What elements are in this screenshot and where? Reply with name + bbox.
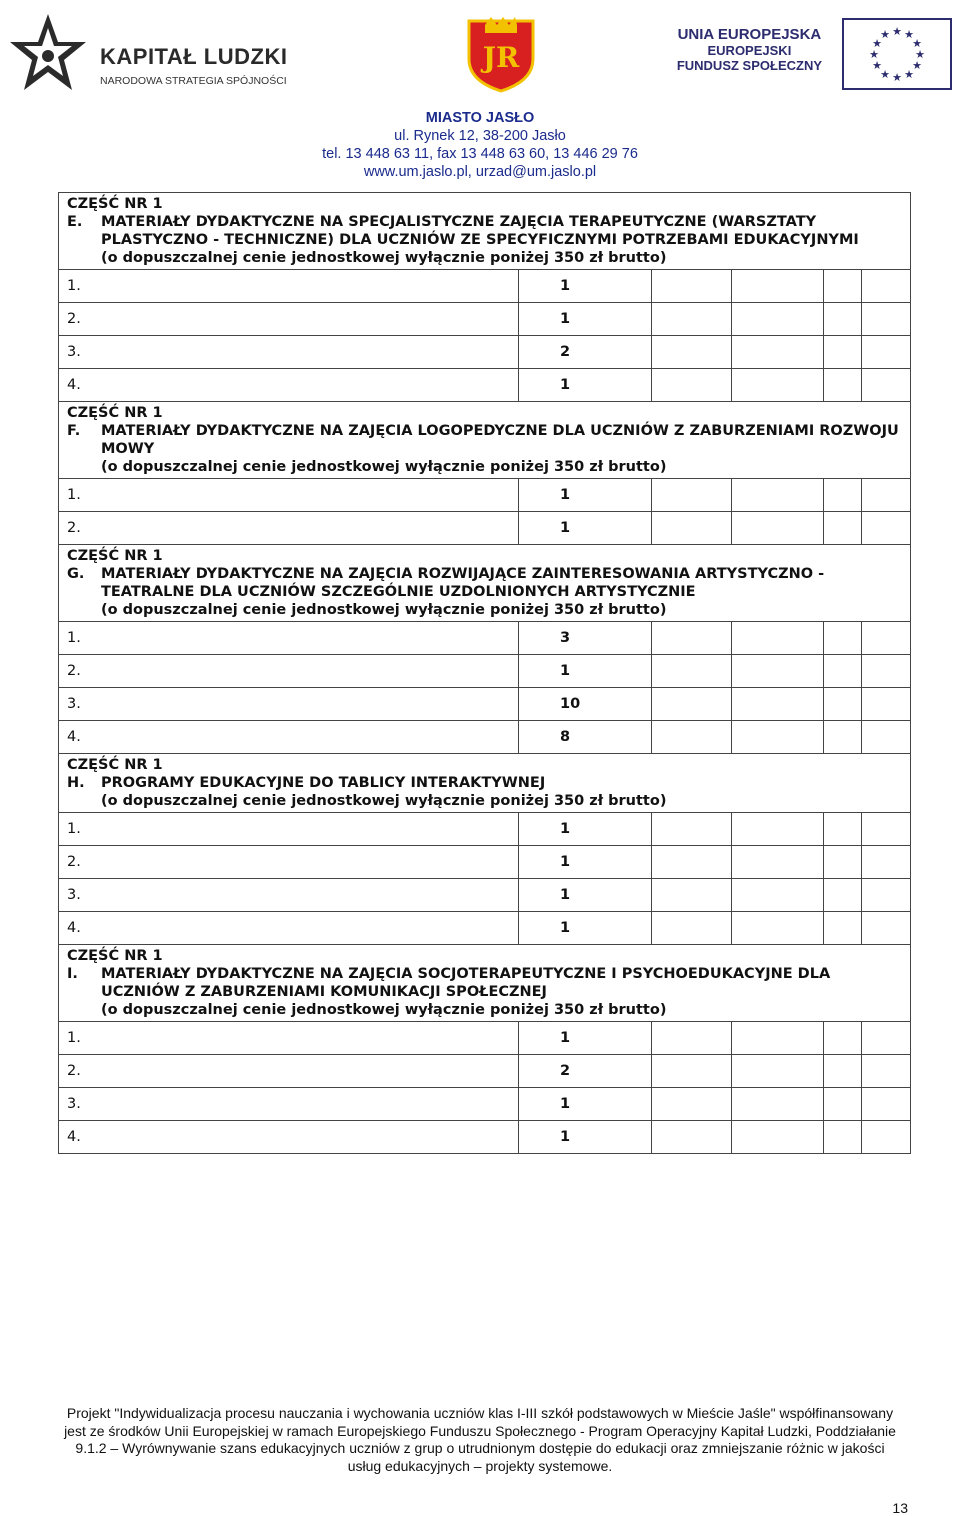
row-number: 1. [67, 278, 81, 294]
eu-flag-icon [842, 18, 952, 90]
section-heading [67, 422, 904, 458]
empty-cell [862, 846, 910, 878]
part-label: CZĘŚĆ NR 1 [67, 548, 163, 564]
empty-cell [824, 479, 862, 511]
empty-cell [824, 369, 862, 401]
quantity-cell: 1 [519, 1121, 652, 1153]
footer-line-2: jest ze środków Unii Europejskiej w ramach Europejskiego Funduszu Społecznego - Program Operacyjny Kapitał Ludzki, Poddziałanie [64, 1422, 896, 1439]
section-letter: G. [67, 566, 85, 582]
empty-cell [652, 270, 732, 302]
empty-cell [732, 303, 824, 335]
empty-cell [824, 512, 862, 544]
svg-text:★: ★ [904, 68, 914, 81]
quantity-cell: 1 [519, 879, 652, 911]
empty-cell [862, 1055, 910, 1087]
empty-cell [824, 846, 862, 878]
row-number: 2. [67, 520, 81, 536]
svg-text:★: ★ [872, 59, 882, 72]
footer-line-1: Projekt "Indywidualizacja procesu nauczania i wychowania uczniów klas I-III szkół podstawowych w Mieście Jaśle" współfinansowany [66, 1405, 894, 1421]
empty-cell [732, 912, 824, 944]
empty-cell [732, 846, 824, 878]
item-description-cell [99, 270, 519, 302]
item-description-cell [99, 1022, 519, 1054]
empty-cell [862, 721, 910, 753]
section-title: MATERIAŁY DYDAKTYCZNE NA SPECJALISTYCZNE ZAJĘCIA TERAPEUTYCZNE (WARSZTATY PLASTYCZNO - TECHNICZNE) DLA UCZNIÓW ZE SPECYFICZNYMI POTRZEBAMI EDUKACYJNYMI [101, 214, 859, 248]
table-row [59, 1088, 910, 1121]
empty-cell [824, 655, 862, 687]
empty-cell [862, 622, 910, 654]
svg-text:★: ★ [912, 37, 922, 50]
eu-efs-logo [676, 18, 952, 94]
quantity-cell: 1 [519, 479, 652, 511]
quantity-cell: 1 [519, 270, 652, 302]
table-row [59, 369, 910, 402]
empty-cell [732, 369, 824, 401]
empty-cell [824, 912, 862, 944]
eu-text [677, 26, 822, 73]
quantity-cell: 1 [519, 369, 652, 401]
table-row [59, 622, 910, 655]
section-letter: H. [67, 775, 85, 791]
eu-line1: UNIA EUROPEJSKA [677, 26, 822, 43]
item-description-cell [99, 336, 519, 368]
empty-cell [652, 369, 732, 401]
empty-cell [732, 813, 824, 845]
quantity-cell: 1 [519, 1022, 652, 1054]
empty-cell [652, 303, 732, 335]
price-note: (o dopuszczalnej cenie jednostkowej wyłącznie poniżej 350 zł brutto) [101, 793, 667, 809]
empty-cell [652, 879, 732, 911]
item-description-cell [99, 721, 519, 753]
quantity-cell: 8 [519, 721, 652, 753]
empty-cell [824, 688, 862, 720]
item-description-cell [99, 512, 519, 544]
item-description-cell [99, 655, 519, 687]
row-number: 4. [67, 920, 81, 936]
table-row [59, 303, 910, 336]
item-description-cell [99, 622, 519, 654]
item-description-cell [99, 479, 519, 511]
empty-cell [652, 688, 732, 720]
empty-cell [732, 721, 824, 753]
jaslo-coat-of-arms-icon [465, 15, 537, 93]
empty-cell [862, 879, 910, 911]
item-description-cell [99, 1088, 519, 1120]
part-label: CZĘŚĆ NR 1 [67, 757, 163, 773]
phone-numbers: tel. 13 448 63 11, fax 13 448 63 60, 13 446 29 76 [322, 146, 638, 162]
row-number: 3. [67, 1096, 81, 1112]
empty-cell [732, 1088, 824, 1120]
empty-cell [732, 1121, 824, 1153]
project-footer [0, 1405, 960, 1475]
empty-cell [862, 813, 910, 845]
empty-cell [862, 912, 910, 944]
price-note: (o dopuszczalnej cenie jednostkowej wyłącznie poniżej 350 zł brutto) [101, 602, 667, 618]
empty-cell [824, 1088, 862, 1120]
empty-cell [652, 512, 732, 544]
section-heading [67, 965, 904, 1001]
empty-cell [732, 1022, 824, 1054]
empty-cell [732, 479, 824, 511]
quantity-cell: 1 [519, 303, 652, 335]
page-number: 13 [892, 1500, 908, 1516]
table-row [59, 336, 910, 369]
section-letter: E. [67, 214, 83, 230]
price-note: (o dopuszczalnej cenie jednostkowej wyłącznie poniżej 350 zł brutto) [101, 250, 667, 266]
empty-cell [732, 512, 824, 544]
item-description-cell [99, 1055, 519, 1087]
empty-cell [824, 879, 862, 911]
empty-cell [862, 479, 910, 511]
svg-text:★: ★ [869, 48, 879, 61]
footer-line-4: usług edukacyjnych – projekty systemowe. [347, 1457, 613, 1474]
empty-cell [862, 1088, 910, 1120]
section-letter: F. [67, 423, 81, 439]
empty-cell [824, 1121, 862, 1153]
quantity-cell: 1 [519, 846, 652, 878]
row-number: 1. [67, 487, 81, 503]
section-header [59, 545, 910, 622]
row-number: 1. [67, 821, 81, 837]
kapital-ludzki-title: KAPITAŁ LUDZKI [100, 44, 288, 69]
price-note: (o dopuszczalnej cenie jednostkowej wyłącznie poniżej 350 zł brutto) [101, 459, 667, 475]
quantity-cell: 3 [519, 622, 652, 654]
quantity-cell: 10 [519, 688, 652, 720]
svg-text:★: ★ [880, 28, 890, 41]
empty-cell [732, 1055, 824, 1087]
table-row [59, 1121, 910, 1154]
empty-cell [652, 1121, 732, 1153]
empty-cell [652, 1055, 732, 1087]
section-header [59, 402, 910, 479]
row-number: 2. [67, 854, 81, 870]
row-number: 4. [67, 377, 81, 393]
empty-cell [732, 655, 824, 687]
empty-cell [732, 336, 824, 368]
section-heading [67, 213, 904, 249]
empty-cell [652, 813, 732, 845]
item-description-cell [99, 369, 519, 401]
section-title: PROGRAMY EDUKACYJNE DO TABLICY INTERAKTYWNEJ [101, 775, 546, 791]
row-number: 1. [67, 630, 81, 646]
item-description-cell [99, 1121, 519, 1153]
row-number: 2. [67, 1063, 81, 1079]
part-label: CZĘŚĆ NR 1 [67, 196, 163, 212]
section-letter: I. [67, 966, 78, 982]
svg-text:★: ★ [912, 59, 922, 72]
empty-cell [652, 912, 732, 944]
empty-cell [652, 479, 732, 511]
empty-cell [732, 688, 824, 720]
empty-cell [652, 846, 732, 878]
svg-text:★: ★ [904, 28, 914, 41]
table-row [59, 479, 910, 512]
row-number: 3. [67, 696, 81, 712]
table-row [59, 1055, 910, 1088]
quantity-cell: 2 [519, 1055, 652, 1087]
empty-cell [732, 270, 824, 302]
section-header [59, 945, 910, 1022]
quantity-cell: 1 [519, 1088, 652, 1120]
item-description-cell [99, 688, 519, 720]
section-heading [67, 565, 904, 601]
empty-cell [862, 512, 910, 544]
materials-table [58, 192, 911, 1154]
empty-cell [862, 270, 910, 302]
quantity-cell: 1 [519, 813, 652, 845]
table-row [59, 846, 910, 879]
svg-text:★: ★ [892, 71, 902, 84]
svg-text:★: ★ [892, 25, 902, 38]
table-row [59, 655, 910, 688]
empty-cell [652, 336, 732, 368]
section-header [59, 754, 910, 813]
item-description-cell [99, 879, 519, 911]
empty-cell [732, 879, 824, 911]
city-name: MIASTO JASŁO [425, 110, 535, 126]
row-number: 3. [67, 344, 81, 360]
kapital-ludzki-logo [10, 12, 290, 98]
empty-cell [824, 1022, 862, 1054]
empty-cell [824, 336, 862, 368]
table-row [59, 879, 910, 912]
row-number: 3. [67, 887, 81, 903]
item-description-cell [99, 846, 519, 878]
table-row [59, 512, 910, 545]
empty-cell [652, 1022, 732, 1054]
item-description-cell [99, 303, 519, 335]
footer-line-3: 9.1.2 – Wyrównywanie szans edukacyjnych uczniów z grup o utrudnionym dostępie do edukacji oraz zmniejszanie różnic w jakości [75, 1440, 885, 1456]
table-row [59, 1022, 910, 1055]
empty-cell [652, 721, 732, 753]
section-heading [67, 774, 904, 792]
eu-line3: FUNDUSZ SPOŁECZNY [676, 58, 822, 73]
empty-cell [824, 721, 862, 753]
quantity-cell: 1 [519, 655, 652, 687]
empty-cell [652, 655, 732, 687]
item-description-cell [99, 813, 519, 845]
empty-cell [824, 622, 862, 654]
web-email: www.um.jaslo.pl, urzad@um.jaslo.pl [363, 164, 597, 180]
part-label: CZĘŚĆ NR 1 [67, 948, 163, 964]
svg-text:★: ★ [872, 37, 882, 50]
row-number: 4. [67, 729, 81, 745]
empty-cell [862, 303, 910, 335]
empty-cell [862, 1022, 910, 1054]
price-note: (o dopuszczalnej cenie jednostkowej wyłącznie poniżej 350 zł brutto) [101, 1002, 667, 1018]
empty-cell [824, 303, 862, 335]
table-row [59, 688, 910, 721]
empty-cell [652, 1088, 732, 1120]
table-row [59, 721, 910, 754]
empty-cell [652, 622, 732, 654]
empty-cell [862, 1121, 910, 1153]
row-number: 2. [67, 311, 81, 327]
section-title: MATERIAŁY DYDAKTYCZNE NA ZAJĘCIA ROZWIJAJĄCE ZAINTERESOWANIA ARTYSTYCZNO - TEATRALNE DLA UCZNIÓW SZCZEGÓLNIE UZDOLNIONYCH ARTYSTYCZNIE [101, 566, 825, 600]
street-address: ul. Rynek 12, 38-200 Jasło [394, 128, 566, 144]
quantity-cell: 1 [519, 512, 652, 544]
section-header [59, 193, 910, 270]
empty-cell [732, 622, 824, 654]
empty-cell [862, 688, 910, 720]
empty-cell [862, 369, 910, 401]
empty-cell [824, 813, 862, 845]
table-row [59, 270, 910, 303]
svg-text:★: ★ [915, 48, 925, 61]
row-number: 1. [67, 1030, 81, 1046]
empty-cell [824, 270, 862, 302]
section-title: MATERIAŁY DYDAKTYCZNE NA ZAJĘCIA SOCJOTERAPEUTYCZNE I PSYCHOEDUKACYJNE DLA UCZNIÓW Z ZABURZENIAMI KOMUNIKACJI SPOŁECZNEJ [101, 966, 831, 1000]
part-label: CZĘŚĆ NR 1 [67, 405, 163, 421]
eu-line2: EUROPEJSKI [707, 43, 792, 58]
row-number: 2. [67, 663, 81, 679]
quantity-cell: 2 [519, 336, 652, 368]
svg-text:★: ★ [880, 68, 890, 81]
section-title: MATERIAŁY DYDAKTYCZNE NA ZAJĘCIA LOGOPEDYCZNE DLA UCZNIÓW Z ZABURZENIAMI ROZWOJU MOWY [101, 423, 899, 457]
item-description-cell [99, 912, 519, 944]
kapital-ludzki-subtitle: NARODOWA STRATEGIA SPÓJNOŚCI [100, 75, 287, 87]
empty-cell [862, 655, 910, 687]
svg-text:JR: JR [482, 41, 520, 74]
kapital-ludzki-star-icon [10, 12, 88, 98]
table-row [59, 813, 910, 846]
empty-cell [862, 336, 910, 368]
row-number: 4. [67, 1129, 81, 1145]
table-row [59, 912, 910, 945]
quantity-cell: 1 [519, 912, 652, 944]
institution-address [0, 109, 960, 181]
empty-cell [824, 1055, 862, 1087]
